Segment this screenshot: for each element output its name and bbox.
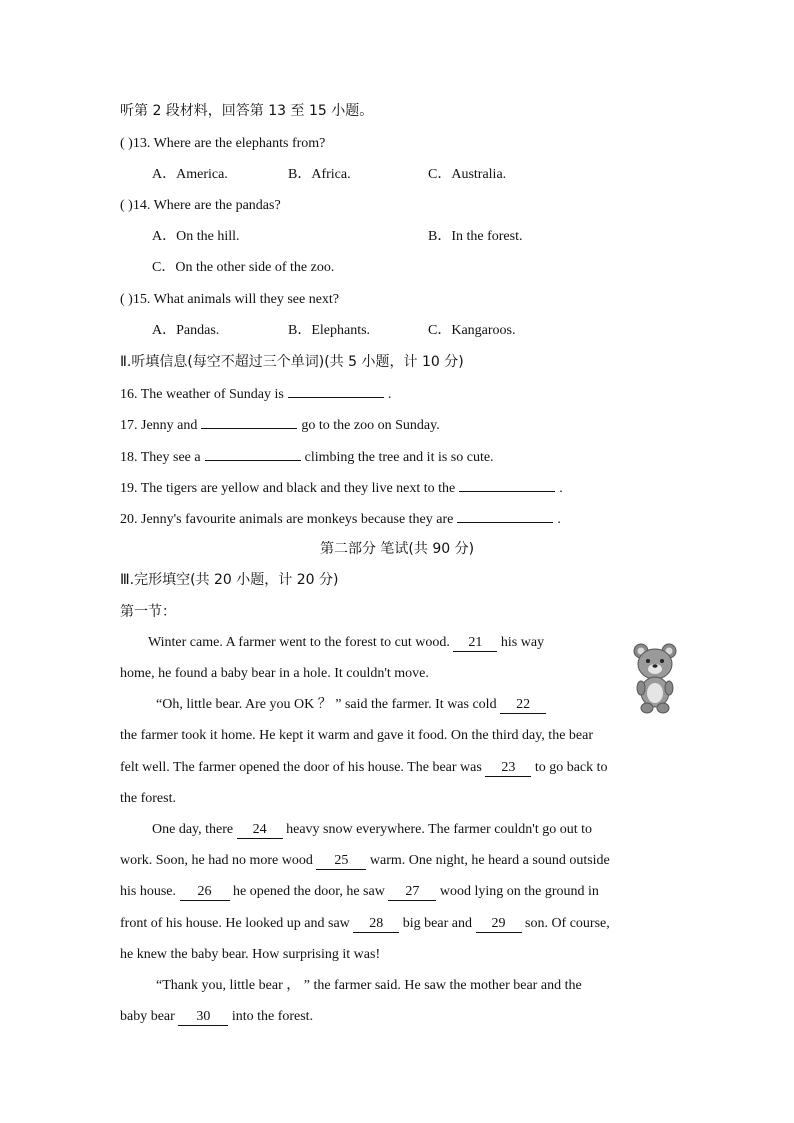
cloze-p3-line5: he knew the baby bear. How surprising it was! — [120, 947, 381, 962]
fill-text: go to the zoo on Sunday. — [301, 418, 440, 433]
fill-text: 19. The tigers are yellow and black and they live next to the — [120, 481, 456, 496]
question-stem: 13. Where are the elephants from? — [132, 136, 326, 151]
passage-text: baby bear — [120, 1009, 175, 1024]
cloze-p3-line1 — [152, 820, 592, 840]
fill-item-19 — [120, 477, 563, 499]
cloze-p2-line3 — [120, 758, 608, 778]
cloze-p1-line2: home, he found a baby bear in a hole. It couldn't move. — [120, 666, 429, 681]
passage-text: heavy snow everywhere. The farmer couldn't go out to — [286, 822, 592, 837]
passage-text: felt well. The farmer opened the door of his house. The bear was — [120, 760, 482, 775]
passage-text: he opened the door, he saw — [233, 884, 385, 899]
option-15-a: A．Pandas. — [152, 323, 220, 338]
answer-blank[interactable] — [201, 414, 297, 429]
blank-22[interactable]: 22 — [500, 696, 546, 714]
fill-text: . — [557, 512, 561, 527]
fill-text: 17. Jenny and — [120, 418, 198, 433]
fill-text: . — [559, 481, 563, 496]
passage-text: work. Soon, he had no more wood — [120, 853, 313, 868]
answer-paren[interactable]: ( ) — [120, 136, 133, 151]
blank-23[interactable]: 23 — [485, 759, 531, 777]
blank-28[interactable]: 28 — [353, 915, 399, 933]
cloze-p3-line2 — [120, 851, 610, 871]
fill-item-17 — [120, 414, 440, 436]
fill-text: climbing the tree and it is so cute. — [304, 450, 494, 465]
blank-24[interactable]: 24 — [237, 821, 283, 839]
blank-26[interactable]: 26 — [180, 883, 230, 901]
answer-paren[interactable]: ( ) — [120, 292, 133, 307]
bear-illustration — [632, 642, 678, 714]
fill-item-16 — [120, 383, 391, 405]
cloze-p2-line4: the forest. — [120, 791, 176, 806]
passage-text: big bear and — [402, 916, 472, 931]
passage-text: Winter came. A farmer went to the forest to cut wood. — [148, 635, 450, 650]
cloze-p1-line1 — [148, 633, 544, 653]
option-13-a: A．America. — [152, 167, 228, 182]
passage-text: One day, there — [152, 822, 234, 837]
option-13-c: C．Australia. — [428, 167, 507, 182]
question-14 — [120, 196, 281, 216]
option-14-b: B．In the forest. — [428, 229, 523, 244]
passage-text: “Oh, little bear. Are you OK ？ ” said the farmer. It was cold — [156, 697, 497, 712]
blank-27[interactable]: 27 — [388, 883, 436, 901]
option-13-b: B．Africa. — [288, 167, 351, 182]
fill-item-18 — [120, 446, 494, 468]
blank-25[interactable]: 25 — [316, 852, 366, 870]
cloze-p2-line2: the farmer took it home. He kept it warm and gave it food. On the third day, the bear — [120, 728, 593, 743]
answer-blank[interactable] — [205, 446, 301, 461]
cloze-p3-line4 — [120, 914, 610, 934]
fill-text: 16. The weather of Sunday is — [120, 387, 284, 402]
passage-text: wood lying on the ground in — [439, 884, 599, 899]
part-two-heading: 第二部分 笔试(共 90 分) — [319, 541, 475, 557]
option-14-c: C．On the other side of the zoo. — [152, 260, 335, 275]
fill-section-heading: Ⅱ.听填信息(每空不超过三个单词)(共 5 小题，计 10 分) — [120, 354, 464, 370]
passage-text: front of his house. He looked up and saw — [120, 916, 350, 931]
option-15-c: C．Kangaroos. — [428, 323, 516, 338]
fill-item-20 — [120, 508, 561, 530]
blank-29[interactable]: 29 — [476, 915, 522, 933]
cloze-p3-line3 — [120, 882, 599, 902]
cloze-p4-line1: “Thank you, little bear ， ” the farmer said. He saw the mother bear and the — [156, 978, 582, 993]
blank-21[interactable]: 21 — [453, 634, 497, 652]
fill-text: 18. They see a — [120, 450, 201, 465]
listening-instruction: 听第 2 段材料，回答第 13 至 15 小题。 — [120, 103, 374, 119]
passage-text: son. Of course, — [525, 916, 610, 931]
passage-text: his way — [500, 635, 545, 650]
question-stem: 14. Where are the pandas? — [132, 198, 281, 213]
answer-paren[interactable]: ( ) — [120, 198, 133, 213]
cloze-heading: Ⅲ.完形填空(共 20 小题，计 20 分) — [120, 572, 339, 588]
answer-blank[interactable] — [459, 477, 555, 492]
passage-text: warm. One night, he heard a sound outside — [369, 853, 610, 868]
cloze-p2-line1 — [156, 695, 546, 715]
cloze-p4-line2 — [120, 1007, 313, 1027]
option-14-a: A．On the hill. — [152, 229, 240, 244]
fill-text: 20. Jenny's favourite animals are monkeys because they are — [120, 512, 454, 527]
question-stem: 15. What animals will they see next? — [132, 292, 340, 307]
fill-text: . — [387, 387, 392, 402]
question-13 — [120, 134, 325, 154]
answer-blank[interactable] — [457, 508, 553, 523]
blank-30[interactable]: 30 — [178, 1008, 228, 1026]
passage-text: his house. — [120, 884, 176, 899]
answer-blank[interactable] — [288, 383, 384, 398]
question-15 — [120, 290, 339, 310]
cloze-subheading: 第一节： — [120, 604, 176, 620]
passage-text: to go back to — [534, 760, 608, 775]
option-15-b: B．Elephants. — [288, 323, 371, 338]
passage-text: into the forest. — [231, 1009, 314, 1024]
